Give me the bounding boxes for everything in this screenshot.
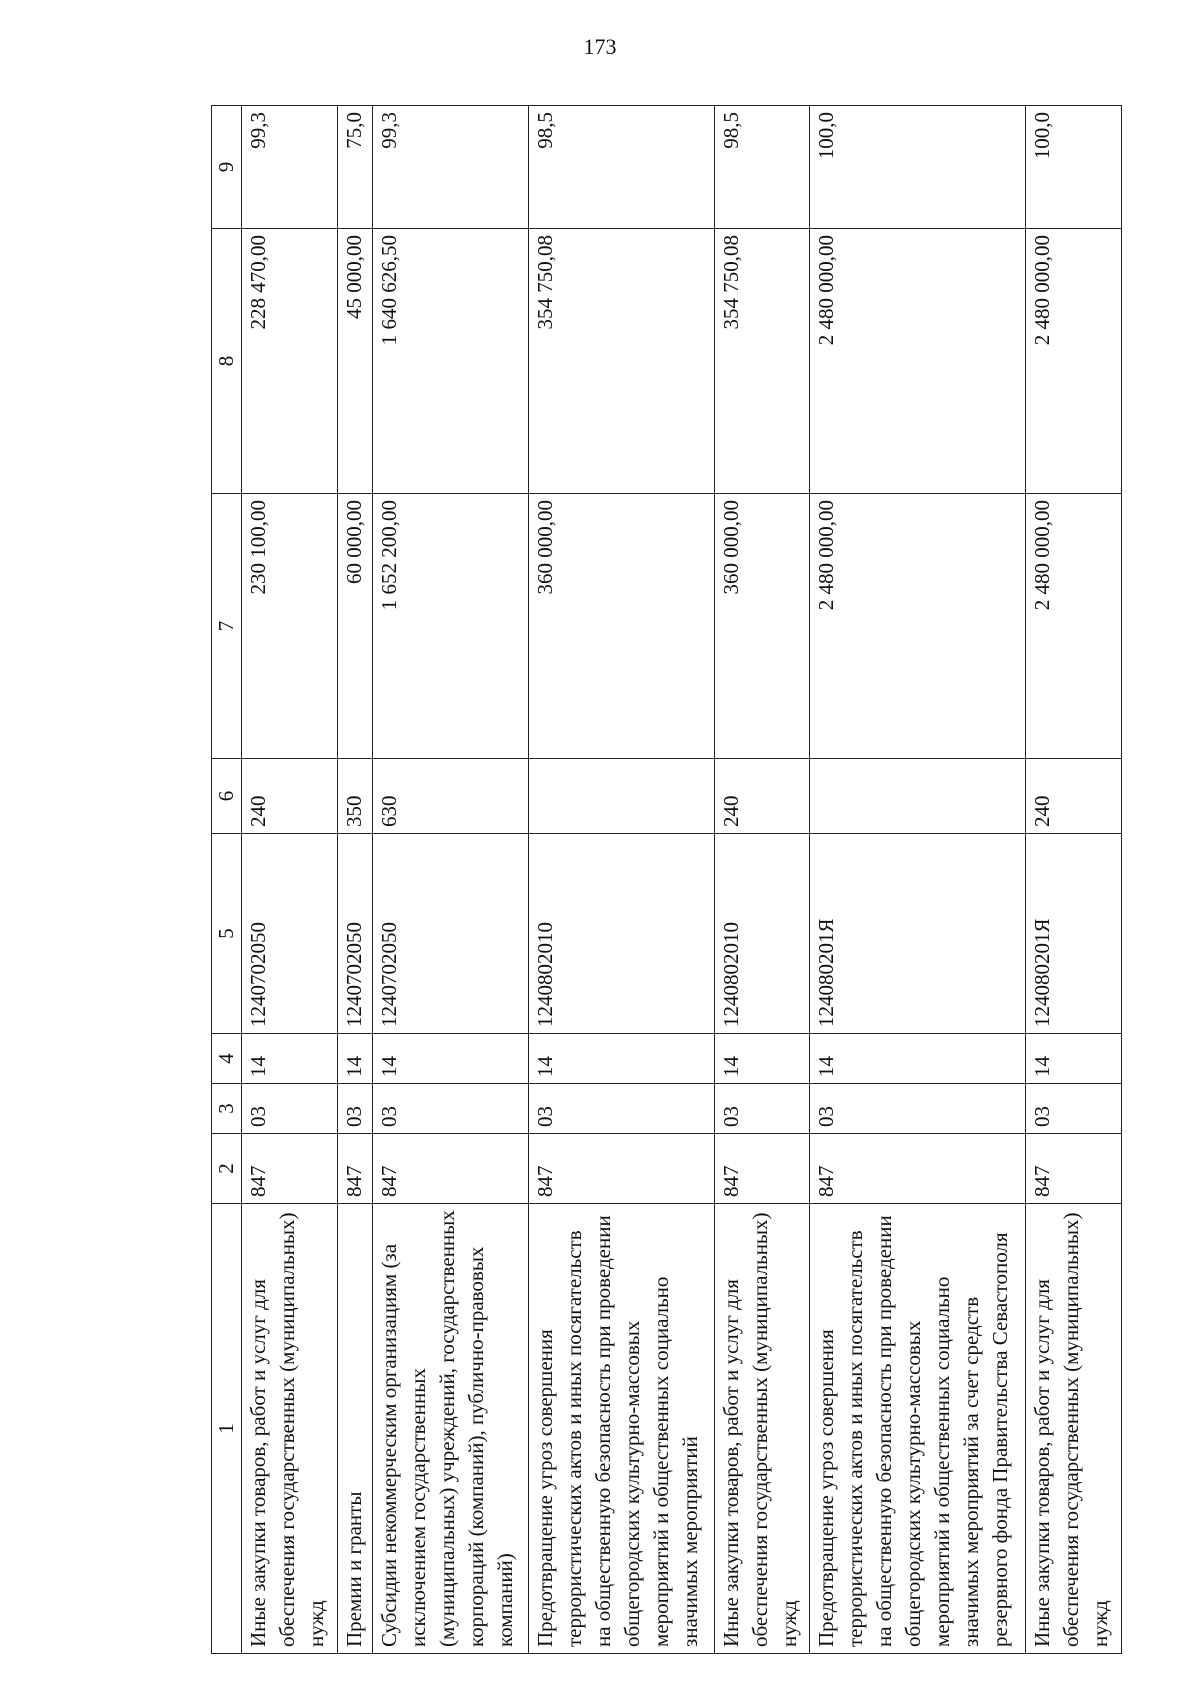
cell-percent: 100,0 [1026, 106, 1122, 229]
header-col-6: 6 [212, 759, 242, 834]
cell-code-subsection: 14 [372, 1034, 528, 1084]
header-col-5: 5 [212, 834, 242, 1034]
cell-code-expense: 350 [337, 759, 372, 834]
table-row [372, 106, 528, 1654]
cell-code-section: 03 [372, 1084, 528, 1134]
header-col-3: 3 [212, 1084, 242, 1134]
table-row [1026, 106, 1122, 1654]
cell-code-subsection: 14 [810, 1034, 1026, 1084]
cell-code-section: 03 [528, 1084, 714, 1134]
cell-planned: 1 652 200,00 [372, 494, 528, 759]
table-body [242, 106, 1122, 1654]
table-wrapper [211, 106, 1122, 1654]
cell-code-admin: 847 [528, 1134, 714, 1204]
cell-code-target: 1240802010 [528, 834, 714, 1034]
table-row [714, 106, 810, 1654]
cell-code-section: 03 [1026, 1084, 1122, 1134]
cell-code-expense [810, 759, 1026, 834]
cell-executed: 354 750,08 [528, 229, 714, 494]
header-col-8: 8 [212, 229, 242, 494]
cell-executed: 2 480 000,00 [1026, 229, 1122, 494]
cell-name: Иные закупки товаров, работ и услуг для обеспечения государственных (муниципальных) нужд [1026, 1204, 1122, 1654]
cell-planned: 2 480 000,00 [1026, 494, 1122, 759]
cell-planned: 2 480 000,00 [810, 494, 1026, 759]
rotated-table-container [211, 106, 1122, 1654]
cell-code-admin: 847 [810, 1134, 1026, 1204]
header-col-4: 4 [212, 1034, 242, 1084]
table-row [528, 106, 714, 1654]
table-row [337, 106, 372, 1654]
cell-executed: 1 640 626,50 [372, 229, 528, 494]
cell-planned: 360 000,00 [714, 494, 810, 759]
cell-code-target: 1240702050 [372, 834, 528, 1034]
cell-code-expense: 240 [242, 759, 338, 834]
table-row [810, 106, 1026, 1654]
cell-code-admin: 847 [1026, 1134, 1122, 1204]
cell-code-admin: 847 [337, 1134, 372, 1204]
cell-planned: 360 000,00 [528, 494, 714, 759]
cell-planned: 60 000,00 [337, 494, 372, 759]
cell-name: Предотвращение угроз совершения террористических актов и иных посягательств на общественную безопасность при проведении общегородских культурно-массовых мероприятий и общественных социально значимых мероприятий за счет средств резервного фонда Правительства Севастополя [810, 1204, 1026, 1654]
cell-executed: 45 000,00 [337, 229, 372, 494]
header-row [212, 106, 242, 1654]
cell-code-expense [528, 759, 714, 834]
cell-code-subsection: 14 [528, 1034, 714, 1084]
cell-percent: 99,3 [372, 106, 528, 229]
header-col-9: 9 [212, 106, 242, 229]
cell-code-subsection: 14 [242, 1034, 338, 1084]
cell-code-section: 03 [242, 1084, 338, 1134]
cell-code-subsection: 14 [714, 1034, 810, 1084]
cell-name: Иные закупки товаров, работ и услуг для обеспечения государственных (муниципальных) нужд [714, 1204, 810, 1654]
header-col-2: 2 [212, 1134, 242, 1204]
cell-name: Субсидии некоммерческим организациям (за исключением государственных (муниципальных) учреждений, государственных корпораций (компаний), публично-правовых компаний) [372, 1204, 528, 1654]
cell-executed: 2 480 000,00 [810, 229, 1026, 494]
cell-code-expense: 240 [714, 759, 810, 834]
cell-code-expense: 630 [372, 759, 528, 834]
cell-code-admin: 847 [714, 1134, 810, 1204]
cell-code-target: 1240802010 [714, 834, 810, 1034]
cell-code-section: 03 [337, 1084, 372, 1134]
cell-name: Премии и гранты [337, 1204, 372, 1654]
header-col-7: 7 [212, 494, 242, 759]
cell-percent: 98,5 [714, 106, 810, 229]
cell-percent: 98,5 [528, 106, 714, 229]
cell-name: Предотвращение угроз совершения террористических актов и иных посягательств на общественную безопасность при проведении общегородских культурно-массовых мероприятий и общественных социально значимых мероприятий [528, 1204, 714, 1654]
cell-code-section: 03 [810, 1084, 1026, 1134]
cell-code-target: 124080201Я [810, 834, 1026, 1034]
header-col-1: 1 [212, 1204, 242, 1654]
cell-percent: 99,3 [242, 106, 338, 229]
cell-code-target: 1240702050 [337, 834, 372, 1034]
cell-percent: 75,0 [337, 106, 372, 229]
cell-name: Иные закупки товаров, работ и услуг для обеспечения государственных (муниципальных) нужд [242, 1204, 338, 1654]
page-number: 173 [583, 34, 617, 59]
cell-code-admin: 847 [372, 1134, 528, 1204]
cell-code-expense: 240 [1026, 759, 1122, 834]
cell-code-section: 03 [714, 1084, 810, 1134]
cell-code-subsection: 14 [337, 1034, 372, 1084]
cell-percent: 100,0 [810, 106, 1026, 229]
cell-executed: 228 470,00 [242, 229, 338, 494]
table-row [242, 106, 338, 1654]
cell-code-admin: 847 [242, 1134, 338, 1204]
cell-code-target: 1240702050 [242, 834, 338, 1034]
cell-code-subsection: 14 [1026, 1034, 1122, 1084]
cell-executed: 354 750,08 [714, 229, 810, 494]
cell-code-target: 124080201Я [1026, 834, 1122, 1034]
budget-table [211, 105, 1122, 1654]
cell-planned: 230 100,00 [242, 494, 338, 759]
